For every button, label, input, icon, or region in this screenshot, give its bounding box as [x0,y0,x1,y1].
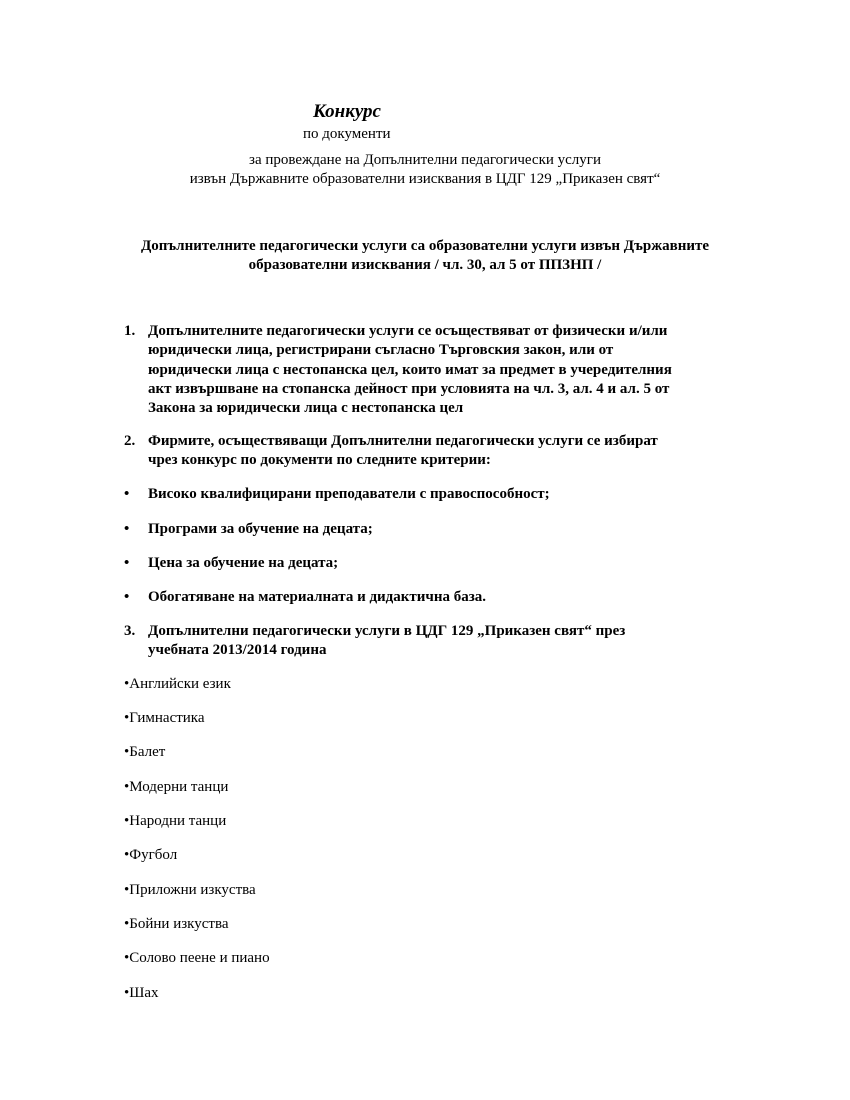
criteria-item: Програми за обучение на децата; [148,521,373,537]
item-1-text [148,322,672,418]
criteria-item: Цена за обучение на децата; [148,555,339,571]
service-label: Фугбол [129,847,178,863]
bullet-icon: • [124,916,130,932]
bullet-icon: • [124,779,130,795]
service-item [124,949,270,968]
service-item [124,881,256,900]
service-item [124,812,226,831]
service-label: Балет [129,744,166,760]
bullet-icon: • [124,676,130,692]
bullet-icon: • [124,985,130,1001]
service-item [124,984,159,1003]
item-3-number: 3. [124,623,136,639]
service-label: Гимнастика [129,710,205,726]
service-label: Солово пеене и пиано [129,950,270,966]
service-label: Бойни изкуства [129,916,229,932]
intro-line-2: образователни изисквания / чл. 30, ал 5 от ППЗНП / [248,257,602,273]
bullet-icon: • [124,813,130,829]
criteria-item: Високо квалифицирани преподаватели с правоспособност; [148,486,550,502]
service-label: Приложни изкуства [129,882,256,898]
item-1-line: Закона за юридически лица с нестопанска цел [148,400,464,417]
bullet-icon: • [124,882,130,898]
bullet-icon: • [124,521,130,537]
bullet-icon: • [124,950,130,966]
service-label: Модерни танци [129,779,229,795]
intro-line-1: Допълнителните педагогически услуги са образователни услуги извън Държавните [140,238,710,254]
document-title: Конкурс [313,101,381,122]
item-1-line: юридически лица с нестопанска цел, които имат за предмет в учередителния [148,361,672,378]
service-item [124,675,231,694]
item-2-line: Фирмите, осъществяващи Допълнителни педагогически услуги се избират [148,433,658,449]
heading-line-2: извън Държавните образователни изисквания в ЦДГ 129 „Приказен свят“ [189,171,661,187]
item-1-line: Допълнителните педагогически услуги се осъществяват от физически и/или [148,323,668,339]
service-item [124,778,228,797]
item-1-line: юридически лица, регистрирани съгласно Търговския закон, или от [148,342,614,359]
item-1-number: 1. [124,323,136,339]
bullet-icon: • [124,710,130,726]
service-label: Шах [129,985,159,1001]
item-3-line: Допълнителни педагогически услуги в ЦДГ 129 „Приказен свят“ през [148,623,626,639]
bullet-icon: • [124,744,130,760]
item-1-line: акт извършване на стопанска дейност при условията на чл. 3, ал. 4 и ал. 5 от [148,380,670,397]
item-3-text [148,622,625,661]
heading-line-1: за провеждане на Допълнителни педагогически услуги [249,152,601,168]
service-label: Английски език [129,676,231,692]
item-2-text [148,432,658,471]
bullet-icon: • [124,555,130,571]
bullet-icon: • [124,589,130,605]
bullet-icon: • [124,847,130,863]
service-item [124,743,165,762]
bullet-icon: • [124,486,130,502]
item-2-number: 2. [124,433,136,449]
service-item [124,915,229,934]
service-item [124,846,177,865]
service-item [124,709,205,728]
item-3-line: учебната 2013/2014 година [148,642,327,659]
service-label: Народни танци [129,813,227,829]
document-subtitle: по документи [303,126,391,142]
item-2-line: чрез конкурс по документи по следните критерии: [148,452,491,469]
criteria-item: Обогатяване на материалната и дидактична база. [148,589,487,605]
